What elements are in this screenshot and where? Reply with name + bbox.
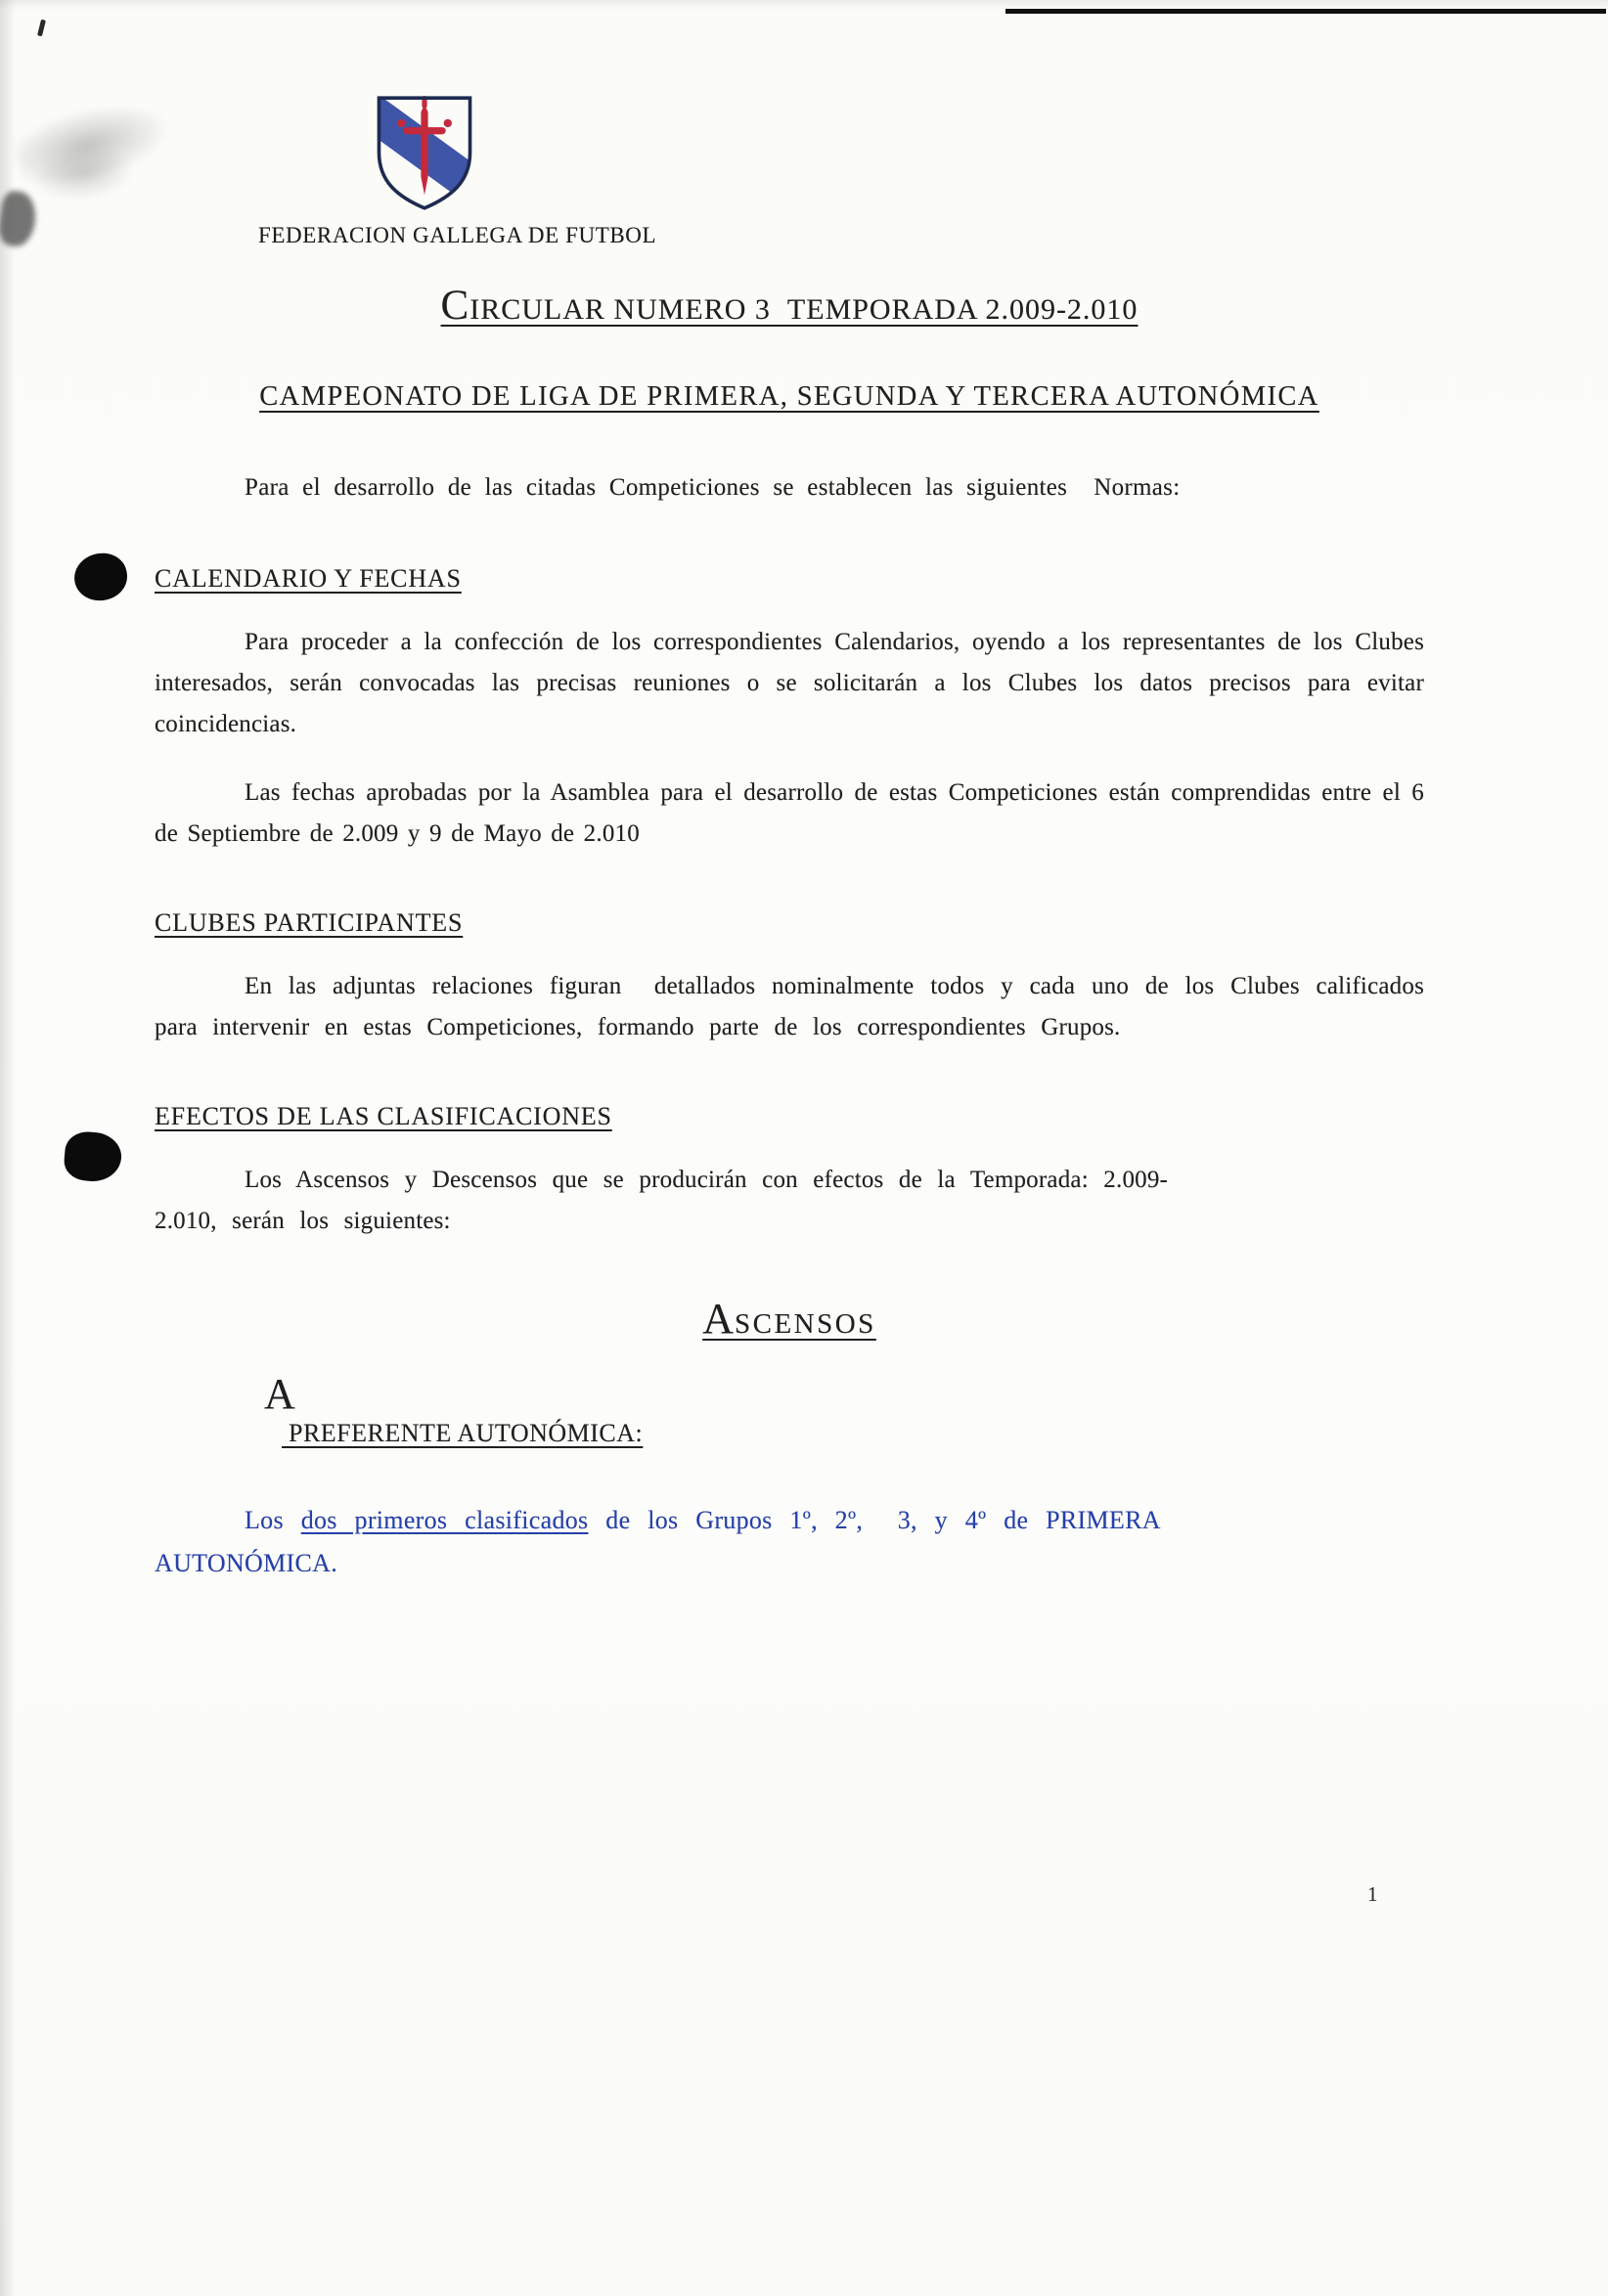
title-dropcap: C — [440, 283, 470, 329]
paragraph: Las fechas aprobadas por la Asamblea para el desarrollo de estas Competiciones están comprendidas entre el 6 de Septiembre de 2.009 y 9 de Mayo de 2.010 — [155, 779, 1424, 847]
ascensos-dropcap: A — [702, 1295, 735, 1343]
section-heading: CLUBES PARTICIPANTES — [155, 908, 464, 937]
section-efectos-clasificaciones — [155, 1099, 1424, 1242]
section-heading: EFECTOS DE LAS CLASIFICACIONES — [155, 1102, 612, 1130]
paragraph-line: Los Ascensos y Descensos que se producirán con efectos de la Temporada: 2.009- — [245, 1167, 1169, 1193]
promotion-underlined: dos primeros clasificados — [300, 1506, 589, 1534]
promotion-pre: Los — [245, 1506, 301, 1534]
promotion-post: de los Grupos 1º, 2º, 3, y 4º de PRIMERA — [588, 1506, 1161, 1534]
paragraph — [155, 1160, 1424, 1242]
promotion-line2: AUTONÓMICA. — [155, 1549, 337, 1577]
crest-shield-icon — [374, 94, 475, 213]
scan-edge-shadow — [0, 0, 16, 2296]
pen-mark-artifact — [37, 20, 46, 37]
smudge-artifact — [0, 190, 39, 248]
category-label: PREFERENTE AUTONÓMICA: — [282, 1419, 644, 1447]
section-heading: CALENDARIO Y FECHAS — [155, 564, 462, 593]
document-body — [155, 282, 1424, 1585]
section-calendario-y-fechas — [155, 561, 1424, 855]
section-clubes-participantes — [155, 905, 1424, 1048]
paragraph: Para proceder a la confección de los correspondientes Calendarios, oyendo a los representantes de los Clubes interesados, serán convocadas las precisas reuniones o se solicitarán a los Clubes los datos precisos para evitar coincidencias. — [155, 629, 1424, 737]
title-text: IRCULAR NUMERO 3 TEMPORADA 2.009-2.010 — [469, 293, 1139, 326]
hole-punch-mark — [71, 550, 130, 603]
document-subtitle: CAMPEONATO DE LIGA DE PRIMERA, SEGUNDA Y TERCERA AUTONÓMICA — [259, 381, 1319, 412]
ascensos-text: SCENSOS — [734, 1308, 876, 1340]
document-title — [155, 282, 1424, 334]
federation-letterhead — [258, 94, 679, 248]
category-preferente-autonomica — [264, 1370, 1424, 1452]
federation-name: FEDERACION GALLEGA DE FUTBOL — [258, 223, 657, 247]
category-dropcap: A — [264, 1370, 295, 1418]
intro-paragraph: Para el desarrollo de las citadas Competiciones se establecen las siguientes Normas: — [245, 474, 1181, 501]
page-number: 1 — [1367, 1882, 1378, 1906]
scan-line-artifact — [1005, 9, 1606, 14]
hole-punch-mark — [63, 1130, 123, 1184]
paragraph-line: 2.010, serán los siguientes: — [155, 1208, 451, 1234]
promotion-paragraph — [155, 1499, 1424, 1585]
paragraph: En las adjuntas relaciones figuran detallados nominalmente todos y cada uno de los Clubes calificados para intervenir en estas Competiciones, formando parte de los correspondientes Grupos. — [155, 973, 1424, 1040]
ascensos-heading — [155, 1293, 1424, 1350]
